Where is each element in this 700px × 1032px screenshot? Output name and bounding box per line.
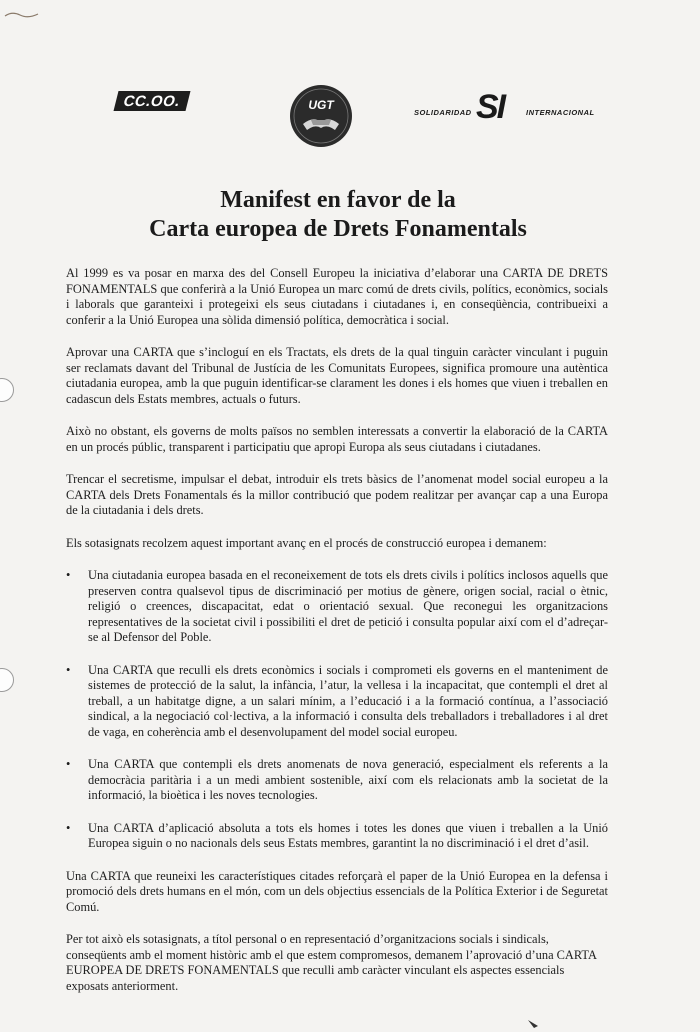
staple-mark <box>4 10 40 20</box>
punch-hole-top <box>0 378 14 402</box>
paragraph: Trencar el secretisme, impulsar el debat, introduir els trets bàsics de l’anomenat model social europeu a la CARTA dels Drets Fonamentals és la millor contribució que podem realitzar per avançar cap a una Europa de la ciutadania i dels drets. <box>66 472 608 517</box>
ccoo-logo: CC.OO. <box>114 91 191 111</box>
list-item: • Una CARTA d’aplicació absoluta a tots els homes i totes les dones que viuen i treballen a la Unió Europea siguin o no nacionals dels seus Estats membres, garantint la no discriminació i el dret d’asil. <box>66 821 608 852</box>
list-item: • Una CARTA que reculli els drets econòmics i socials i comprometi els governs en el manteniment de sistemes de protecció de la salut, la infància, l’atur, la vellesa i la incapacitat, que contempli el dret al treball, a un habitatge digne, a un salari mínim, a l’educació i a la formació contínua, a l’associació sindical, a la negociació col·lectiva, a la informació i consulta dels treballadors i treballadores i al dret de vaga, en coherència amb el desenvolupament del model social europeu. <box>66 663 608 741</box>
ugt-logo-text: UGT <box>308 98 334 112</box>
list-item: • Una CARTA que contempli els drets anomenats de nova generació, especialment els referents a la democràcia paritària i a un medi ambient sostenible, així com els relacionats amb la societat de la informació, la bioètica i les noves tecnologies. <box>66 757 608 804</box>
title-line-2: Carta europea de Drets Fonamentals <box>149 216 527 242</box>
list-item: • Una ciutadania europea basada en el reconeixement de tots els drets civils i polítics inclosos aquells que preserven contra qualsevol tipus de discriminació per motius de gènere, origen social, racial o ètnic, religió o creences, discapacitat, edat o orientació sexual. Que reconegui les organitzacions representatives de la societat civil i possibiliti el dret de petició i consulta popular així com el d’adreçar-se al Defensor del Poble. <box>66 568 608 646</box>
solidaridad-si-mark: SI <box>476 88 505 126</box>
page-title <box>60 186 616 244</box>
document-body <box>66 266 608 1011</box>
closing-paragraph: Una CARTA que reuneixi les característiques citades reforçarà el paper de la Unió Europea en la defensa i promoció dels drets humans en el món, com un dels objectius essencials de la Política Exterior i de Seguretat Comú. <box>66 868 608 914</box>
title-line-1: Manifest en favor de la <box>220 187 456 213</box>
paragraph: Els sotasignats recolzem aquest important avanç en el procés de construcció europea i demanem: <box>66 535 547 550</box>
scan-mark <box>528 1020 538 1028</box>
ugt-logo <box>289 84 353 148</box>
solidaridad-label: SOLIDARIDAD <box>414 108 472 117</box>
paragraph: Aprovar una CARTA que s’incloguí en els Tractats, els drets de la qual tinguin caràcter vinculant i puguin ser reclamats davant del Tribunal de Justícia de les Comunitats Europees, significa promoure una autèntica ciutadania europea, amb la que puguin identificar-se clarament les dones i els homes que viuen i treballen en cadascun dels Estats membres, actuals o futurs. <box>66 345 608 406</box>
paragraph: Això no obstant, els governs de molts països no semblen interessats a convertir la elaboració de la CARTA en un procés públic, transparent i participatiu que apropi Europa als seus ciutadans i ciutadanes. <box>66 424 608 454</box>
internacional-label: INTERNACIONAL <box>526 108 595 117</box>
punch-hole-bottom <box>0 668 14 692</box>
paragraph: Al 1999 es va posar en marxa des del Consell Europeu la iniciativa d’elaborar una CARTA DE DRETS FONAMENTALS que conferirà a la Unió Europea un marc comú de drets civils, polítics, econòmics, socials i laborals que garanteixi i protegeixi els seus ciutadans i ciutadanes i, en conseqüència, contribueixi a conferir a la Unió Europea una sòlida dimensió política, democràtica i social. <box>66 266 608 327</box>
demands-list <box>66 568 608 852</box>
closing-paragraph: Per tot això els sotasignats, a títol personal o en representació d’organitzacions socials i sindicals, conseqüents amb el moment històric amb el que estem compromesos, demanem l’aprovació d’una CARTA EUROPEA DE DRETS FONAMENTALS que reculli amb caràcter vinculant els aspectes essencials exposats anteriorment. <box>66 932 597 993</box>
